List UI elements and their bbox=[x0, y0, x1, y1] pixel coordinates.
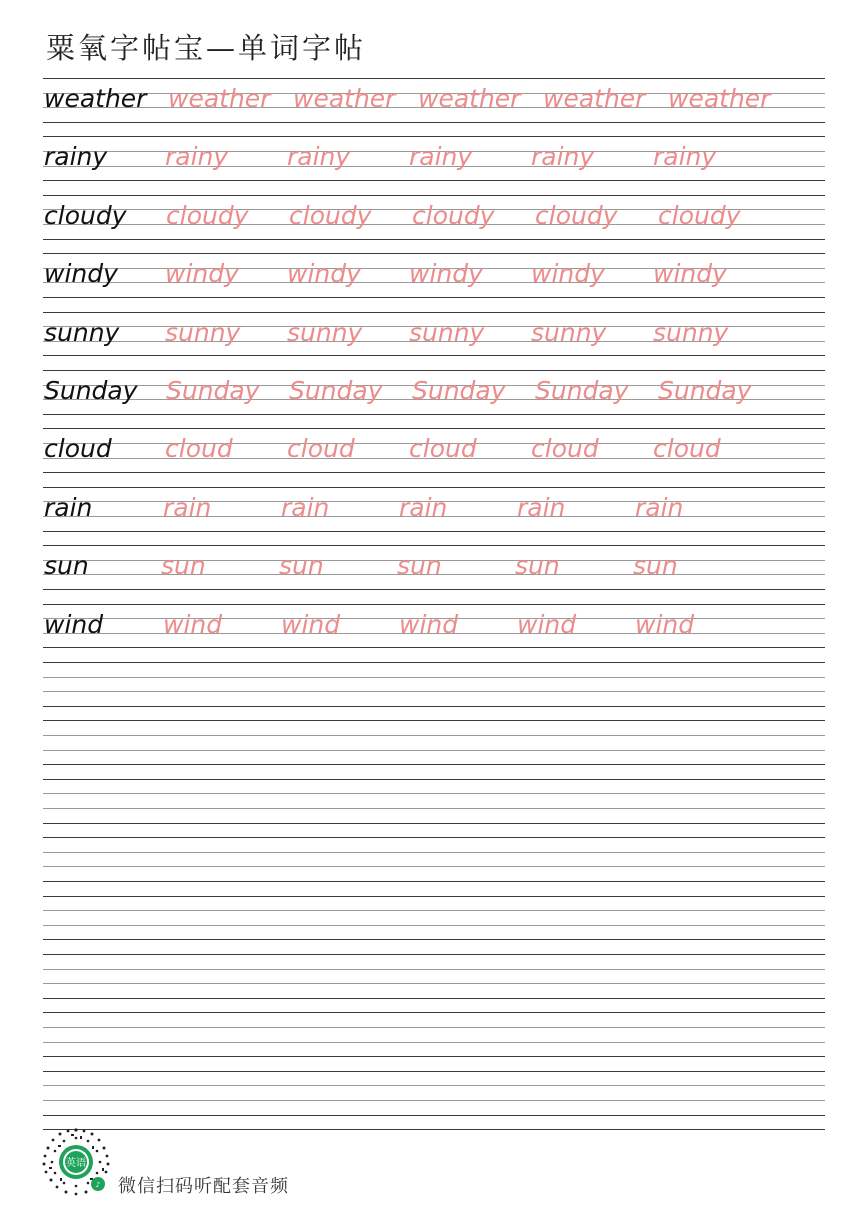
trace-word: cloudy bbox=[658, 200, 741, 230]
trace-word: weather bbox=[418, 84, 521, 113]
ruling-mid-upper bbox=[43, 1027, 825, 1028]
ruling-mid-upper bbox=[43, 1085, 825, 1086]
trace-word: sunny bbox=[165, 317, 241, 347]
trace-word: sunny bbox=[287, 317, 363, 347]
trace-word: sunny bbox=[531, 317, 607, 347]
trace-word: cloud bbox=[165, 434, 233, 464]
ruling-baseline bbox=[43, 998, 825, 999]
model-word: weather bbox=[44, 84, 147, 113]
ruling-top bbox=[43, 195, 825, 196]
ruling-baseline bbox=[43, 764, 825, 765]
ruling-baseline bbox=[43, 939, 825, 940]
model-word: cloudy bbox=[44, 200, 127, 230]
trace-word: Sunday bbox=[535, 376, 629, 405]
trace-word: cloud bbox=[653, 434, 721, 464]
trace-word: windy bbox=[165, 259, 239, 289]
footer-caption: 微信扫码听配套音频 bbox=[118, 1176, 289, 1197]
trace-word: sunny bbox=[653, 317, 729, 347]
model-word: windy bbox=[44, 259, 118, 289]
ruling-baseline bbox=[43, 122, 825, 123]
ruling-top bbox=[43, 954, 825, 955]
ruling-top bbox=[43, 604, 825, 605]
ruling-mid-upper bbox=[43, 910, 825, 911]
ruling-top bbox=[43, 312, 825, 313]
trace-word: cloud bbox=[409, 434, 477, 464]
ruling-baseline bbox=[43, 472, 825, 473]
ruling-top bbox=[43, 662, 825, 663]
ruling-mid-lower bbox=[43, 750, 825, 751]
qr-code-icon[interactable] bbox=[40, 1126, 112, 1198]
ruling-top bbox=[43, 253, 825, 254]
trace-word: cloud bbox=[287, 434, 355, 464]
ruling-top bbox=[43, 370, 825, 371]
qr-badge-label: 英语 bbox=[66, 1158, 86, 1169]
ruling-mid-lower bbox=[43, 691, 825, 692]
ruling-top bbox=[43, 837, 825, 838]
ruling-mid-lower bbox=[43, 983, 825, 984]
ruling-mid-lower bbox=[43, 808, 825, 809]
ruling-top bbox=[43, 720, 825, 721]
footer bbox=[40, 1126, 340, 1198]
model-word: sun bbox=[44, 551, 89, 581]
ruling-mid-upper bbox=[43, 793, 825, 794]
ruling-mid-lower bbox=[43, 1100, 825, 1101]
trace-word: cloudy bbox=[412, 200, 495, 230]
trace-word: Sunday bbox=[166, 376, 260, 405]
ruling-baseline bbox=[43, 1056, 825, 1057]
trace-word: cloudy bbox=[166, 200, 249, 230]
ruling-mid-upper bbox=[43, 969, 825, 970]
ruling-mid-upper bbox=[43, 677, 825, 678]
ruling-mid-lower bbox=[43, 1042, 825, 1043]
ruling-top bbox=[43, 545, 825, 546]
trace-word: rainy bbox=[165, 142, 229, 172]
svg-text:♪: ♪ bbox=[95, 1181, 101, 1189]
trace-word: cloudy bbox=[289, 200, 372, 230]
ruling-top bbox=[43, 78, 825, 79]
trace-word: windy bbox=[287, 259, 361, 289]
ruling-baseline bbox=[43, 706, 825, 707]
ruling-top bbox=[43, 1071, 825, 1072]
model-word: rainy bbox=[44, 142, 108, 172]
ruling-mid-upper bbox=[43, 852, 825, 853]
trace-word: rain bbox=[399, 492, 448, 522]
trace-word: rain bbox=[635, 492, 684, 522]
ruling-top bbox=[43, 487, 825, 488]
model-word: sunny bbox=[44, 317, 120, 347]
trace-word: Sunday bbox=[658, 376, 752, 405]
trace-word: Sunday bbox=[412, 376, 506, 405]
trace-word: wind bbox=[399, 609, 459, 639]
ruling-baseline bbox=[43, 1115, 825, 1116]
ruling-baseline bbox=[43, 414, 825, 415]
trace-word: sun bbox=[161, 551, 206, 581]
trace-word: sun bbox=[633, 551, 678, 581]
ruling-baseline bbox=[43, 239, 825, 240]
ruling-baseline bbox=[43, 180, 825, 181]
trace-word: weather bbox=[543, 84, 646, 113]
trace-word: rainy bbox=[531, 142, 595, 172]
ruling-top bbox=[43, 896, 825, 897]
ruling-baseline bbox=[43, 647, 825, 648]
trace-word: windy bbox=[409, 259, 483, 289]
trace-word: cloudy bbox=[535, 200, 618, 230]
ruling-top bbox=[43, 136, 825, 137]
trace-word: sun bbox=[515, 551, 560, 581]
ruling-baseline bbox=[43, 531, 825, 532]
trace-word: wind bbox=[517, 609, 577, 639]
trace-word: wind bbox=[635, 609, 695, 639]
trace-word: windy bbox=[653, 259, 727, 289]
trace-word: windy bbox=[531, 259, 605, 289]
trace-word: sunny bbox=[409, 317, 485, 347]
ruling-mid-lower bbox=[43, 866, 825, 867]
ruling-mid-lower bbox=[43, 925, 825, 926]
trace-word: wind bbox=[281, 609, 341, 639]
ruling-baseline bbox=[43, 297, 825, 298]
trace-word: rain bbox=[517, 492, 566, 522]
trace-word: weather bbox=[668, 84, 771, 113]
trace-word: rain bbox=[163, 492, 212, 522]
handwriting-sheet bbox=[43, 0, 825, 1227]
trace-word: Sunday bbox=[289, 376, 383, 405]
ruling-top bbox=[43, 779, 825, 780]
trace-word: weather bbox=[293, 84, 396, 113]
ruling-baseline bbox=[43, 589, 825, 590]
trace-word: rainy bbox=[653, 142, 717, 172]
trace-word: rainy bbox=[287, 142, 351, 172]
page-title: 粟氧字帖宝—单词字帖 bbox=[46, 31, 367, 65]
ruling-mid-upper bbox=[43, 735, 825, 736]
ruling-top bbox=[43, 1012, 825, 1013]
trace-word: cloud bbox=[531, 434, 599, 464]
trace-word: wind bbox=[163, 609, 223, 639]
trace-word: sun bbox=[279, 551, 324, 581]
trace-word: weather bbox=[168, 84, 271, 113]
trace-word: rain bbox=[281, 492, 330, 522]
model-word: wind bbox=[44, 609, 104, 639]
model-word: Sunday bbox=[44, 376, 138, 405]
model-word: rain bbox=[44, 492, 93, 522]
model-word: cloud bbox=[44, 434, 112, 464]
ruling-baseline bbox=[43, 355, 825, 356]
trace-word: sun bbox=[397, 551, 442, 581]
ruling-baseline bbox=[43, 823, 825, 824]
ruling-top bbox=[43, 428, 825, 429]
trace-word: rainy bbox=[409, 142, 473, 172]
ruling-baseline bbox=[43, 881, 825, 882]
